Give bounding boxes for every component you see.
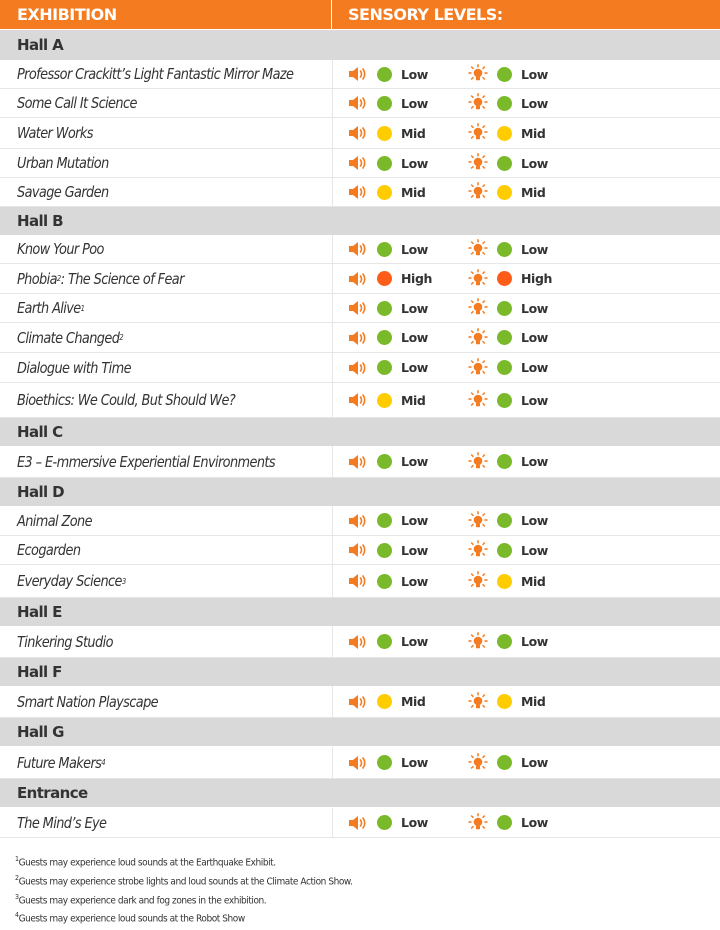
level-indicator-dot	[377, 156, 392, 171]
sound-level	[348, 353, 428, 382]
level-indicator-dot	[497, 156, 512, 171]
level-indicator-dot	[377, 360, 392, 375]
speaker-icon	[348, 155, 368, 171]
light-level	[468, 178, 545, 206]
lightbulb-icon	[468, 540, 490, 560]
column-divider	[332, 626, 333, 657]
column-divider	[332, 446, 333, 477]
level-indicator-dot	[377, 454, 392, 469]
sound-level	[348, 747, 428, 778]
speaker-icon	[348, 755, 368, 771]
speaker-icon	[348, 511, 370, 531]
exhibit-name: Some Call It Science	[17, 94, 137, 112]
lightbulb-icon	[468, 452, 488, 472]
exhibit-name: Urban Mutation	[17, 154, 109, 172]
level-label: Mid	[521, 125, 546, 141]
level-indicator-dot	[497, 96, 512, 111]
speaker-icon	[348, 241, 368, 257]
level-label: Low	[401, 155, 428, 171]
speaker-icon	[348, 95, 368, 111]
column-divider	[332, 686, 333, 717]
speaker-icon	[348, 632, 370, 652]
speaker-icon	[348, 573, 368, 589]
lightbulb-icon	[468, 358, 488, 378]
lightbulb-icon	[468, 153, 488, 173]
sound-level	[348, 264, 432, 293]
speaker-icon	[348, 66, 368, 82]
lightbulb-icon	[468, 632, 490, 652]
level-label: Low	[401, 330, 428, 345]
level-label: High	[521, 271, 552, 286]
speaker-icon	[348, 298, 370, 318]
table-row	[0, 235, 720, 264]
level-indicator-dot	[497, 301, 512, 316]
table-row	[0, 118, 720, 149]
speaker-icon	[348, 571, 370, 591]
speaker-icon	[348, 392, 368, 408]
sound-level	[348, 686, 425, 717]
table-header	[0, 0, 720, 29]
level-label: Low	[521, 513, 548, 528]
lightbulb-icon	[468, 390, 490, 410]
sound-level	[348, 626, 428, 657]
table-row	[0, 565, 720, 598]
speaker-icon	[348, 300, 368, 316]
exhibit-name: Smart Nation Playscape	[17, 692, 158, 711]
exhibit-name: Earth Alive 1	[17, 299, 85, 317]
lightbulb-icon	[468, 298, 490, 318]
exhibit-name: The Mind’s Eye	[17, 813, 107, 832]
light-level	[468, 353, 548, 382]
exhibit-name: Phobia 2 : The Science of Fear	[17, 269, 184, 288]
column-divider	[332, 264, 333, 293]
speaker-icon	[348, 153, 370, 173]
footnote-marker: 3	[121, 576, 126, 586]
speaker-icon	[348, 815, 368, 831]
level-label: Low	[521, 755, 548, 770]
level-label: Low	[521, 241, 548, 257]
level-label: Low	[521, 454, 548, 469]
lightbulb-icon	[468, 93, 490, 113]
level-label: Low	[521, 815, 548, 830]
speaker-icon	[348, 184, 368, 200]
level-label: Low	[521, 300, 548, 316]
level-indicator-dot	[377, 694, 392, 709]
lightbulb-icon	[468, 298, 488, 318]
exhibit-name: E3 – E-mmersive Experiential Environments	[17, 452, 275, 471]
level-label: Low	[401, 513, 428, 528]
light-level	[468, 235, 548, 263]
lightbulb-icon	[468, 153, 490, 173]
level-label: Low	[401, 542, 428, 558]
sound-level	[348, 149, 428, 177]
level-label: Low	[401, 755, 428, 770]
hall-header: Entrance	[0, 779, 720, 807]
level-indicator-dot	[497, 755, 512, 770]
sound-level	[348, 89, 428, 117]
level-indicator-dot	[377, 67, 392, 82]
level-indicator-dot	[377, 242, 392, 257]
table-row	[0, 383, 720, 418]
column-divider	[332, 383, 333, 417]
table-row	[0, 323, 720, 353]
speaker-icon	[348, 93, 370, 113]
footnote-marker: 4	[101, 758, 106, 767]
lightbulb-icon	[468, 390, 488, 410]
exhibit-name: Future Makers 4	[17, 753, 106, 772]
speaker-icon	[348, 269, 370, 289]
level-label: Low	[401, 241, 428, 257]
speaker-icon	[348, 540, 370, 560]
lightbulb-icon	[468, 239, 488, 259]
speaker-icon	[348, 182, 370, 202]
column-divider	[332, 323, 333, 352]
footnote: $^4$Guests may experience loud sounds at the Robot Show	[15, 911, 245, 925]
light-level	[468, 323, 548, 352]
sound-level	[348, 178, 425, 206]
table-row	[0, 60, 720, 89]
speaker-icon	[348, 64, 370, 84]
lightbulb-icon	[468, 328, 488, 348]
level-indicator-dot	[497, 360, 512, 375]
level-label: Low	[401, 95, 428, 111]
speaker-icon	[348, 542, 368, 558]
level-label: Low	[521, 360, 548, 375]
lightbulb-icon	[468, 123, 490, 143]
lightbulb-icon	[468, 753, 488, 773]
sound-level	[348, 565, 428, 597]
exhibit-name: Ecogarden	[17, 541, 81, 559]
footnote: $^1$Guests may experience loud sounds at the Earthquake Exhibit.	[15, 855, 276, 869]
level-label: Low	[521, 542, 548, 558]
speaker-icon	[348, 753, 370, 773]
level-indicator-dot	[377, 543, 392, 558]
footnote: $^2$Guests may experience strobe lights and loud sounds at the Climate Action Show.	[15, 873, 353, 888]
level-indicator-dot	[377, 126, 392, 141]
lightbulb-icon	[468, 64, 488, 84]
exhibit-name: Know Your Poo	[17, 240, 104, 258]
lightbulb-icon	[468, 358, 490, 378]
sound-level	[348, 808, 428, 837]
exhibit-name: Savage Garden	[17, 183, 109, 201]
level-label: Low	[521, 330, 548, 345]
level-label: Low	[401, 634, 428, 649]
sound-level	[348, 383, 425, 417]
sound-level	[348, 235, 428, 263]
column-divider	[332, 235, 333, 263]
hall-header: Hall B	[0, 207, 720, 235]
level-label: Low	[521, 392, 548, 408]
sound-level	[348, 294, 428, 322]
footnotes	[15, 852, 715, 927]
table-row	[0, 89, 720, 118]
lightbulb-icon	[468, 93, 488, 113]
level-indicator-dot	[497, 67, 512, 82]
lightbulb-icon	[468, 571, 490, 591]
lightbulb-icon	[468, 511, 488, 531]
lightbulb-icon	[468, 511, 490, 531]
exhibit-name: Climate Changed 2	[17, 328, 124, 347]
hall-header: Hall F	[0, 658, 720, 686]
footnote-marker: 2	[119, 333, 124, 342]
column-divider	[332, 149, 333, 177]
table-row	[0, 178, 720, 207]
column-divider	[332, 808, 333, 837]
level-label: Low	[401, 573, 428, 589]
lightbulb-icon	[468, 692, 490, 712]
table-row	[0, 747, 720, 779]
level-label: Low	[521, 634, 548, 649]
level-indicator-dot	[497, 513, 512, 528]
level-indicator-dot	[377, 574, 392, 589]
level-label: Mid	[401, 694, 426, 709]
column-divider	[332, 353, 333, 382]
level-indicator-dot	[497, 393, 512, 408]
lightbulb-icon	[468, 813, 488, 833]
hall-header: Hall D	[0, 478, 720, 506]
lightbulb-icon	[468, 692, 488, 712]
speaker-icon	[348, 634, 368, 650]
speaker-icon	[348, 360, 368, 376]
column-divider	[332, 178, 333, 206]
level-indicator-dot	[497, 330, 512, 345]
level-indicator-dot	[497, 694, 512, 709]
lightbulb-icon	[468, 571, 488, 591]
level-indicator-dot	[497, 185, 512, 200]
lightbulb-icon	[468, 123, 488, 143]
level-label: High	[401, 271, 432, 286]
sound-level	[348, 323, 428, 352]
column-divider	[332, 506, 333, 535]
level-indicator-dot	[377, 271, 392, 286]
light-level	[468, 149, 548, 177]
speaker-icon	[348, 513, 368, 529]
lightbulb-icon	[468, 540, 488, 560]
level-indicator-dot	[377, 755, 392, 770]
exhibit-name: Everyday Science 3	[17, 572, 126, 590]
lightbulb-icon	[468, 269, 490, 289]
level-label: Low	[521, 155, 548, 171]
speaker-icon	[348, 454, 368, 470]
column-divider	[332, 565, 333, 597]
level-label: Low	[521, 66, 548, 82]
footnote-marker: 1	[80, 303, 85, 313]
level-indicator-dot	[497, 815, 512, 830]
lightbulb-icon	[468, 182, 488, 202]
level-indicator-dot	[497, 242, 512, 257]
speaker-icon	[348, 813, 370, 833]
sound-level	[348, 118, 425, 148]
level-label: Mid	[521, 184, 546, 200]
light-level	[468, 506, 548, 535]
speaker-icon	[348, 271, 368, 287]
level-indicator-dot	[377, 96, 392, 111]
speaker-icon	[348, 328, 370, 348]
sensory-levels-column-header: SENSORY LEVELS:	[348, 5, 503, 24]
column-divider	[332, 536, 333, 564]
level-label: Low	[401, 815, 428, 830]
level-indicator-dot	[377, 634, 392, 649]
level-indicator-dot	[497, 271, 512, 286]
sound-level	[348, 60, 428, 88]
column-divider	[332, 118, 333, 148]
light-level	[468, 747, 548, 778]
lightbulb-icon	[468, 328, 490, 348]
level-indicator-dot	[377, 185, 392, 200]
table-row	[0, 353, 720, 383]
lightbulb-icon	[468, 452, 490, 472]
level-indicator-dot	[377, 393, 392, 408]
level-label: Mid	[521, 573, 546, 589]
light-level	[468, 686, 545, 717]
level-label: Low	[401, 300, 428, 316]
light-level	[468, 808, 548, 837]
level-label: Low	[401, 454, 428, 469]
hall-header: Hall C	[0, 418, 720, 446]
level-indicator-dot	[377, 513, 392, 528]
column-divider	[332, 747, 333, 778]
speaker-icon	[348, 692, 370, 712]
exhibit-name: Animal Zone	[17, 511, 92, 530]
lightbulb-icon	[468, 813, 490, 833]
table-row	[0, 686, 720, 718]
lightbulb-icon	[468, 632, 488, 652]
table-row	[0, 294, 720, 323]
level-label: Mid	[401, 184, 426, 200]
footnote: $^3$Guests may experience dark and fog zones in the exhibition.	[15, 892, 267, 906]
level-indicator-dot	[497, 543, 512, 558]
level-indicator-dot	[377, 301, 392, 316]
level-label: Mid	[521, 694, 546, 709]
light-level	[468, 446, 548, 477]
lightbulb-icon	[468, 269, 488, 289]
light-level	[468, 383, 548, 417]
speaker-icon	[348, 239, 370, 259]
exhibit-name: Dialogue with Time	[17, 358, 131, 377]
exhibit-name: Tinkering Studio	[17, 632, 113, 651]
hall-header: Hall G	[0, 718, 720, 746]
level-indicator-dot	[497, 454, 512, 469]
light-level	[468, 565, 545, 597]
light-level	[468, 89, 548, 117]
level-indicator-dot	[497, 126, 512, 141]
level-indicator-dot	[377, 815, 392, 830]
table-row	[0, 149, 720, 178]
level-label: Low	[521, 95, 548, 111]
sound-level	[348, 536, 428, 564]
speaker-icon	[348, 123, 370, 143]
column-divider	[332, 89, 333, 117]
light-level	[468, 294, 548, 322]
hall-header: Hall E	[0, 598, 720, 626]
light-level	[468, 118, 545, 148]
level-indicator-dot	[377, 330, 392, 345]
speaker-icon	[348, 694, 368, 710]
light-level	[468, 536, 548, 564]
sound-level	[348, 446, 428, 477]
light-level	[468, 264, 552, 293]
lightbulb-icon	[468, 239, 490, 259]
table-row	[0, 626, 720, 658]
level-label: Low	[401, 66, 428, 82]
speaker-icon	[348, 330, 368, 346]
lightbulb-icon	[468, 753, 490, 773]
speaker-icon	[348, 390, 370, 410]
exhibition-column-header: EXHIBITION	[0, 0, 332, 29]
level-label: Mid	[401, 392, 426, 408]
table-row	[0, 536, 720, 565]
lightbulb-icon	[468, 64, 490, 84]
table-row	[0, 808, 720, 838]
level-label: Low	[401, 360, 428, 375]
hall-header: Hall A	[0, 30, 720, 60]
footnote-marker: 2	[56, 274, 61, 283]
table-row	[0, 264, 720, 294]
level-indicator-dot	[497, 574, 512, 589]
light-level	[468, 626, 548, 657]
table-row	[0, 506, 720, 536]
speaker-icon	[348, 125, 368, 141]
light-level	[468, 60, 548, 88]
speaker-icon	[348, 358, 370, 378]
sound-level	[348, 506, 428, 535]
exhibit-name: Bioethics: We Could, But Should We?	[17, 391, 236, 409]
column-divider	[332, 294, 333, 322]
table-row	[0, 446, 720, 478]
exhibit-name: Professor Crackitt’s Light Fantastic Mirror Maze	[17, 65, 294, 83]
level-label: Mid	[401, 125, 426, 141]
exhibit-name: Water Works	[17, 124, 93, 142]
column-divider	[332, 60, 333, 88]
lightbulb-icon	[468, 182, 490, 202]
speaker-icon	[348, 452, 370, 472]
level-indicator-dot	[497, 634, 512, 649]
